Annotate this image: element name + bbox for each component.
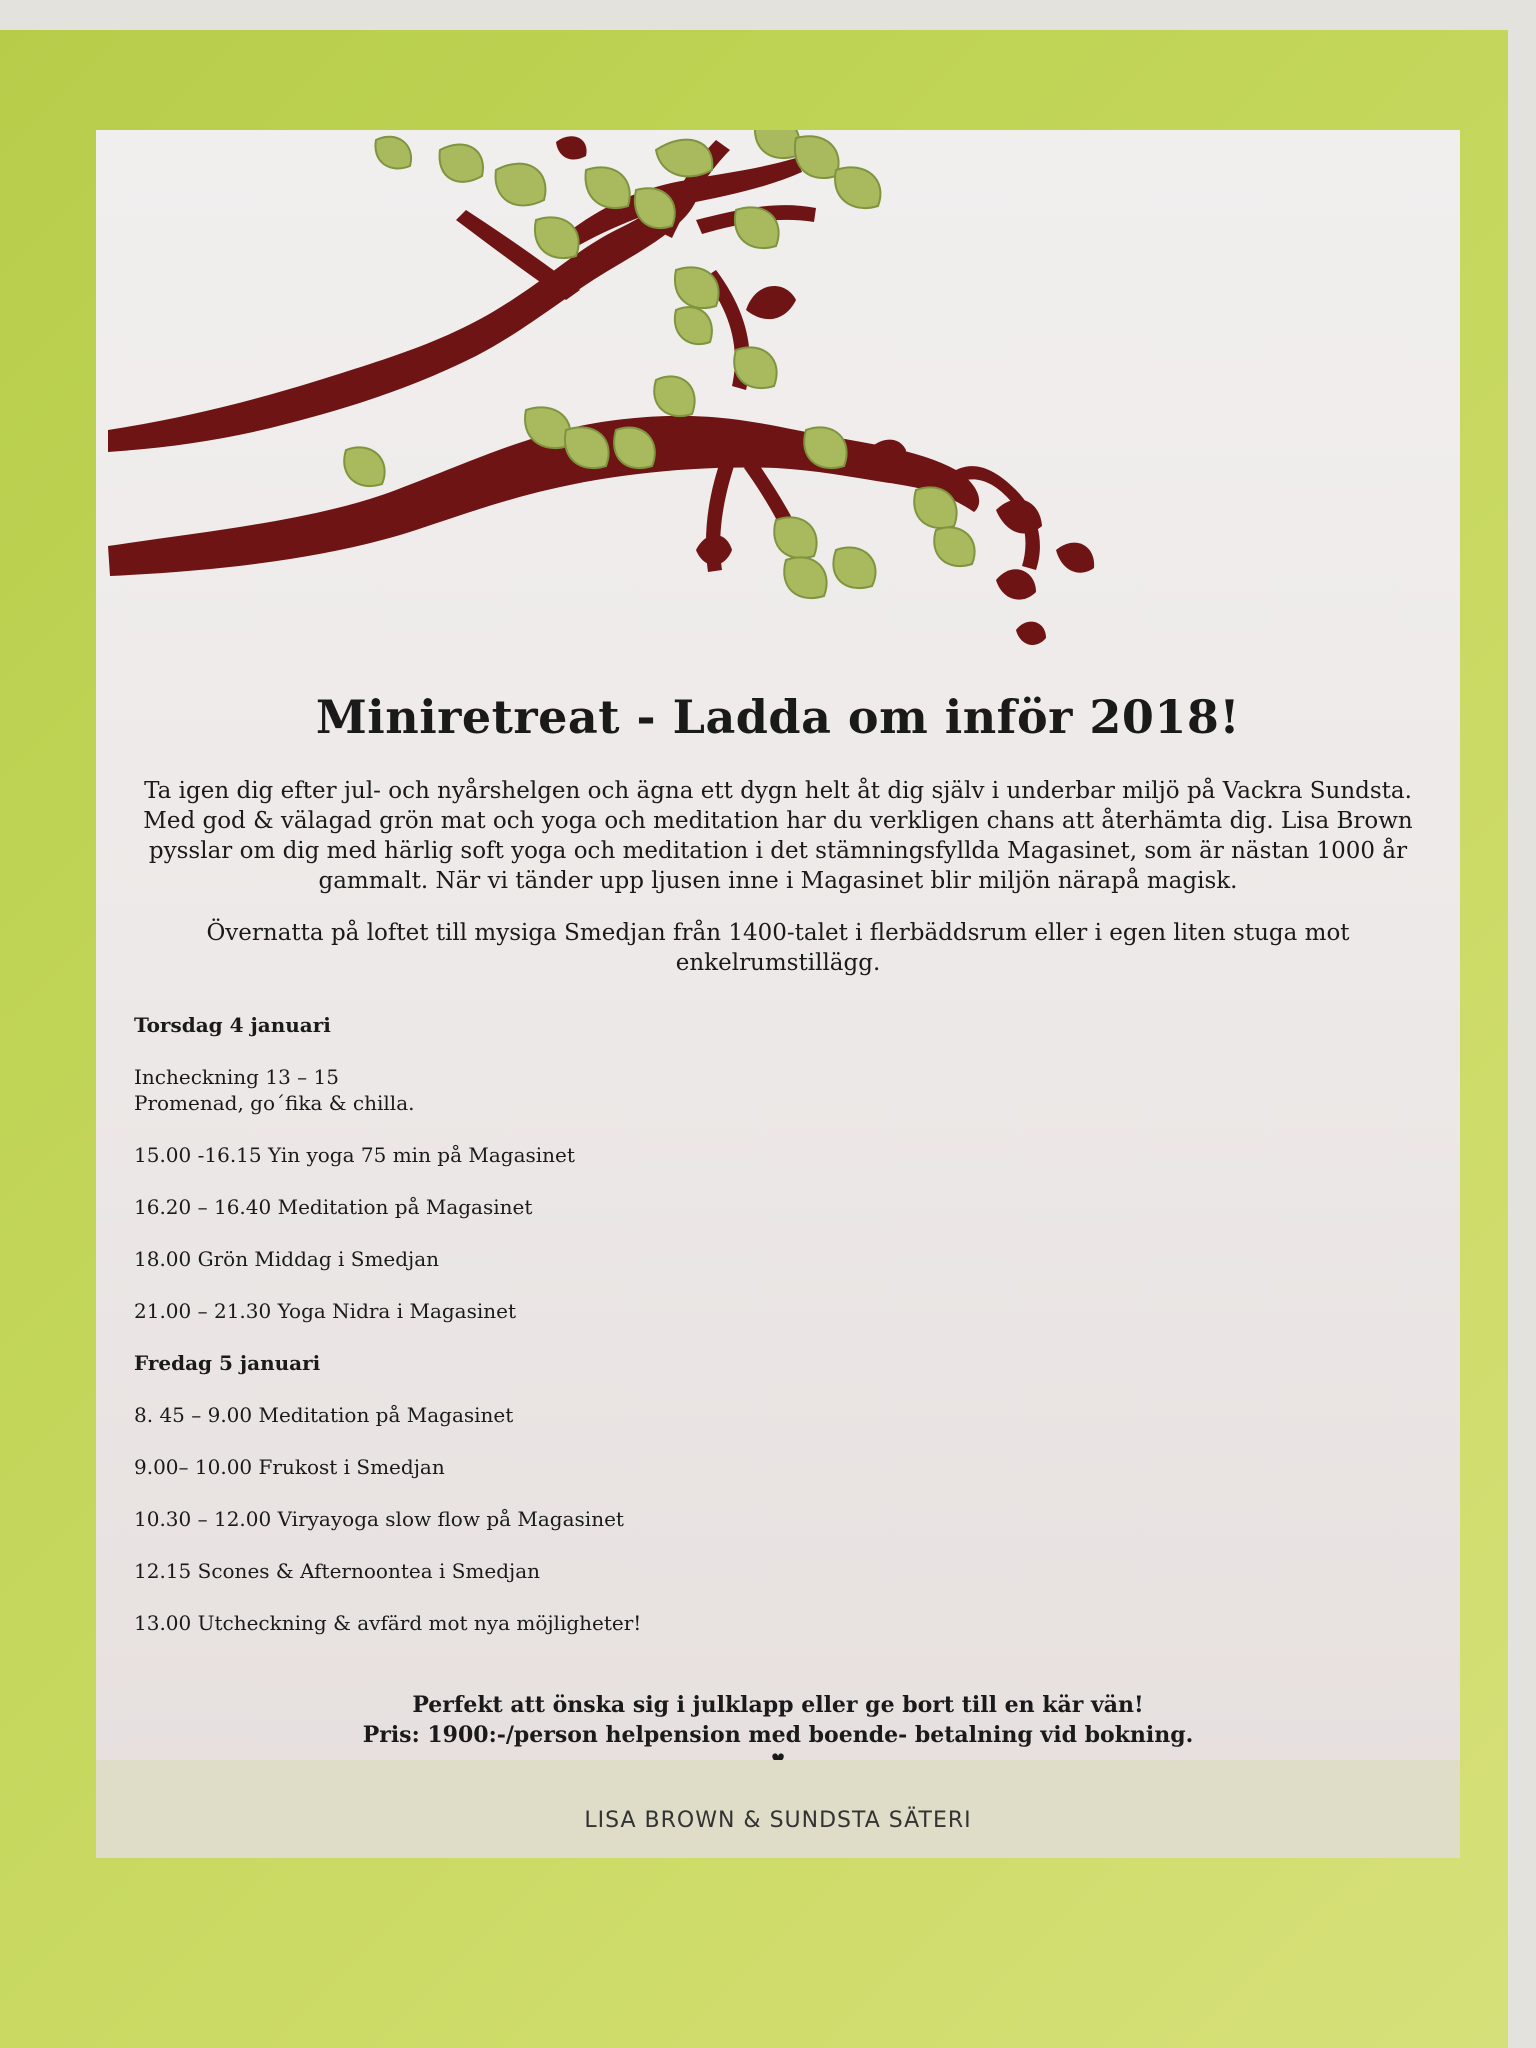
closing-text xyxy=(96,1690,1460,1770)
schedule-entry: 21.00 – 21.30 Yoga Nidra i Magasinet xyxy=(134,1299,517,1323)
closing-line-gift: Perfekt att önska sig i julklapp eller ge bort till en kär vän! xyxy=(412,1692,1144,1718)
branch-wood xyxy=(108,136,1094,645)
poster-paper xyxy=(96,130,1460,1858)
day-heading-thursday: Torsdag 4 januari xyxy=(134,1013,331,1037)
schedule-entry: Incheckning 13 – 15 xyxy=(134,1065,339,1089)
schedule-entry: 9.00– 10.00 Frukost i Smedjan xyxy=(134,1455,445,1479)
footer-band xyxy=(96,1760,1460,1858)
schedule-entry: 10.30 – 12.00 Viryayoga slow flow på Magasinet xyxy=(134,1507,624,1531)
intro-paragraph-2: Övernatta på loftet till mysiga Smedjan från 1400-talet i flerbäddsrum eller i egen liten stuga mot enkelrumstillägg. xyxy=(206,920,1350,976)
footer-credit: LISA BROWN & SUNDSTA SÄTERI xyxy=(584,1808,972,1833)
schedule-entry: 8. 45 – 9.00 Meditation på Magasinet xyxy=(134,1403,514,1427)
schedule-entry: 15.00 -16.15 Yin yoga 75 min på Magasinet xyxy=(134,1143,575,1167)
schedule-entry: 18.00 Grön Middag i Smedjan xyxy=(134,1247,440,1271)
day-heading-friday: Fredag 5 januari xyxy=(134,1351,321,1375)
poster-title: Miniretreat - Ladda om inför 2018! xyxy=(315,690,1241,744)
tree-branch-illustration xyxy=(96,130,1460,690)
intro-paragraph-1: Ta igen dig efter jul- och nyårshelgen och ägna ett dygn helt åt dig själv i underbar miljö på Vackra Sundsta. Med god & välagad grön mat och yoga och meditation har du verkligen chans att återhämta dig. Lisa Brown pysslar om dig med härlig soft yoga och meditation i det stämningsfyllda Magasinet, som är nästan 1000 år gammalt. När vi tänder upp ljusen inne i Magasinet blir miljön närapå magisk. xyxy=(143,778,1413,894)
schedule-entry: 13.00 Utcheckning & avfärd mot nya möjligheter! xyxy=(134,1611,642,1635)
intro-text xyxy=(136,776,1420,1000)
schedule xyxy=(134,1012,1034,1662)
schedule-entry: 16.20 – 16.40 Meditation på Magasinet xyxy=(134,1195,533,1219)
schedule-entry: Promenad, go´fika & chilla. xyxy=(134,1091,415,1115)
closing-line-price: Pris: 1900:-/person helpension med boende- betalning vid bokning. xyxy=(362,1722,1194,1748)
schedule-entry: 12.15 Scones & Afternoontea i Smedjan xyxy=(134,1559,541,1583)
